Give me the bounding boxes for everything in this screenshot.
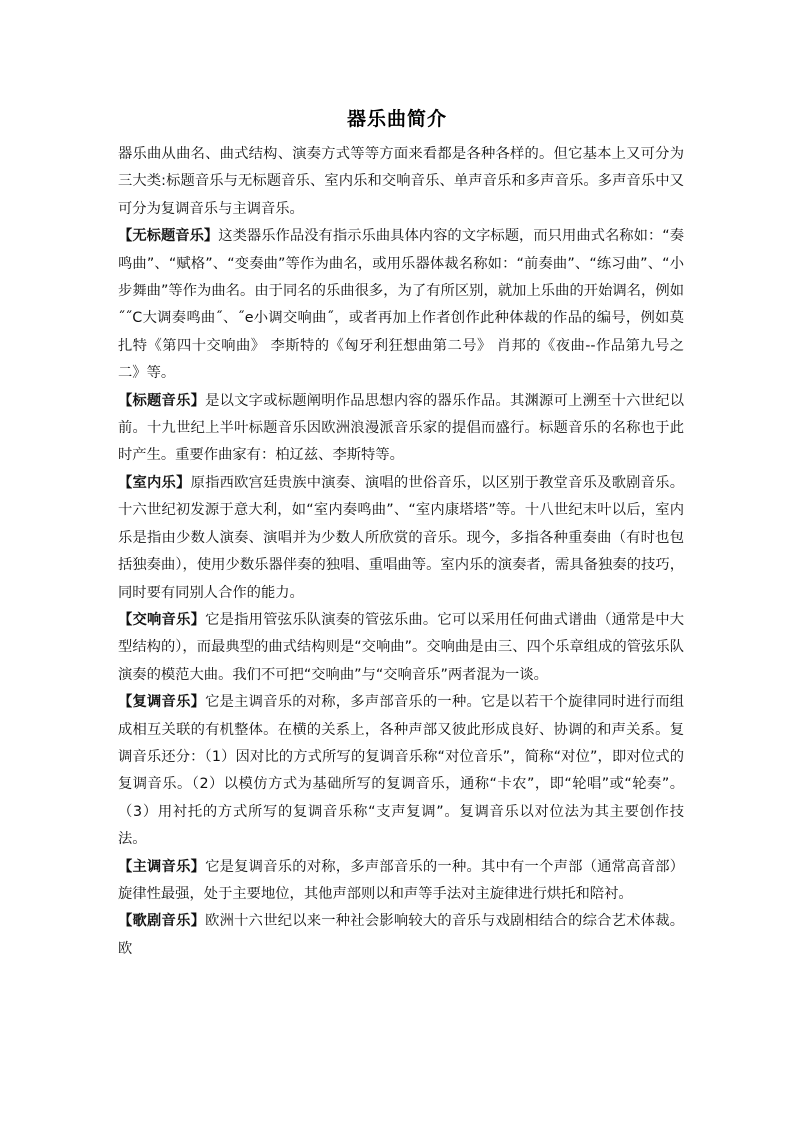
document-body <box>118 141 684 963</box>
document-title: 器乐曲简介 <box>346 108 447 130</box>
paragraph-opera-music <box>118 908 684 963</box>
paragraph-term: 【复调音乐】 <box>118 694 206 711</box>
paragraph-intro <box>118 141 684 223</box>
paragraph-term: 【交响音乐】 <box>118 611 206 628</box>
paragraph-text: 它是指用管弦乐队演奏的管弦乐曲。它可以采用任何曲式谱曲（通常是中大型结构的），而最典型的曲式结构则是“交响曲”。交响曲是由三、四个乐章组成的管弦乐队演奏的模范大曲。我们不可把“交响曲”与“交响音乐”两者混为一谈。 <box>118 611 685 683</box>
paragraph-term: 【无标题音乐】 <box>118 228 219 245</box>
paragraph-text: 器乐曲从曲名、曲式结构、演奏方式等等方面来看都是各种各样的。但它基本上又可分为三大类:标题音乐与无标题音乐、室内乐和交响音乐、单声音乐和多声音乐。多声音乐中又可分为复调音乐与主调音乐。 <box>118 146 684 217</box>
paragraph-symphonic-music <box>118 607 684 689</box>
paragraph-text: 它是复调音乐的对称，多声部音乐的一种。其中有一个声部（通常高音部）旋律性最强，处于主要地位，其他声部则以和声等手法对主旋律进行烘托和陪衬。 <box>118 858 685 902</box>
paragraph-term: 【主调音乐】 <box>118 858 206 875</box>
paragraph-term: 【标题音乐】 <box>118 392 206 409</box>
paragraph-polyphonic-music <box>118 689 684 853</box>
paragraph-text: 它是主调音乐的对称，多声部音乐的一种。它是以若干个旋律同时进行而组成相互关联的有机整体。在横的关系上，各种声部又彼此形成良好、协调的和声关系。复调音乐还分：（1）因对比的方式所写的复调音乐称“对位音乐”，简称“对位”，即对位式的复调音乐。（2）以模仿方式为基础所写的复调音乐，通称“卡农”，即“轮唱”或“轮奏”。（3）用衬托的方式所写的复调音乐称“支声复调”。复调音乐以对位法为其主要创作技法。 <box>118 694 685 848</box>
paragraph-absolute-music <box>118 223 684 387</box>
paragraph-text: 这类器乐作品没有指示乐曲具体内容的文字标题，而只用曲式名称如：“奏鸣曲”、“赋格”、“变奏曲”等作为曲名，或用乐器体裁名称如：“前奏曲”、“练习曲”、“小步舞曲”等作为曲名。由于同名的乐曲很多，为了有所区别，就加上乐曲的开始调名，例如˝˝C大调奏鸣曲˝、˝e小调交响曲˝，或者再加上作者创作此种体裁的作品的编号，例如莫扎特《第四十交响曲》 李斯特的《匈牙利狂想曲第二号》 肖邦的《夜曲--作品第九号之二》等。 <box>118 228 685 382</box>
paragraph-text: 欧洲十六世纪以来一种社会影响较大的音乐与戏剧相结合的综合艺术体裁。欧 <box>118 913 685 957</box>
paragraph-program-music <box>118 388 684 470</box>
paragraph-term: 【歌剧音乐】 <box>118 913 206 930</box>
paragraph-homophonic-music <box>118 854 684 909</box>
paragraph-chamber-music <box>118 470 684 607</box>
paragraph-text: 是以文字或标题阐明作品思想内容的器乐作品。其渊源可上溯至十六世纪以前。十九世纪上半叶标题音乐因欧洲浪漫派音乐家的提倡而盛行。标题音乐的名称也于此时产生。重要作曲家有：柏辽兹、李斯特等。 <box>118 392 685 464</box>
paragraph-term: 【室内乐】 <box>118 474 191 491</box>
paragraph-text: 原指西欧宫廷贵族中演奏、演唱的世俗音乐，以区别于教堂音乐及歌剧音乐。十六世纪初发源于意大利，如“室内奏鸣曲”、“室内康塔塔”等。十八世纪末叶以后，室内乐是指由少数人演奏、演唱并为少数人所欣赏的音乐。现今，多指各种重奏曲（有时也包括独奏曲），使用少数乐器伴奏的独唱、重唱曲等。室内乐的演奏者，需具备独奏的技巧，同时要有同别人合作的能力。 <box>118 474 684 601</box>
